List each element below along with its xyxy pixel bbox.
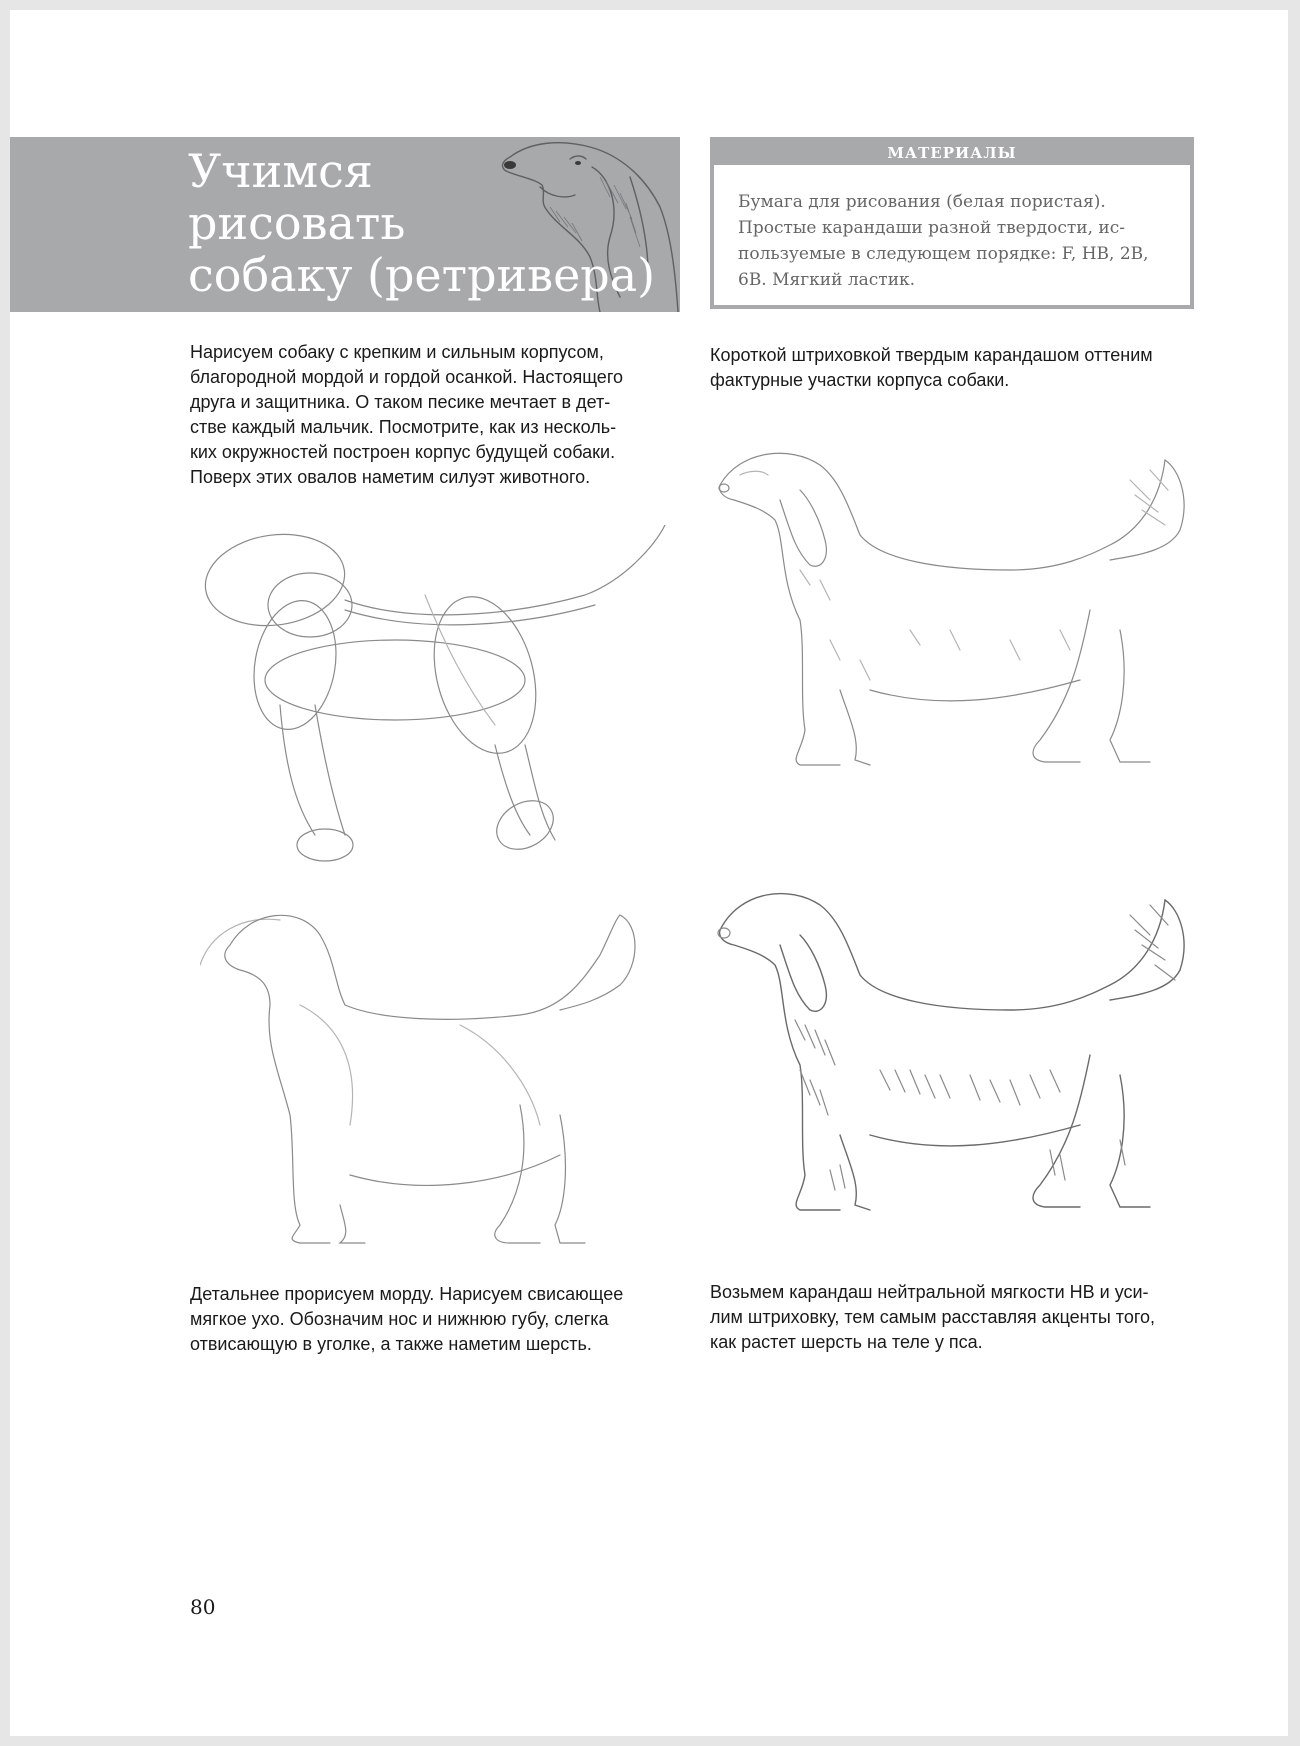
page-title — [188, 145, 680, 301]
step1-line: ких окружностей построен корпус будущей собаки. — [190, 442, 616, 462]
step1-paragraph — [190, 340, 623, 490]
materials-text — [714, 165, 1190, 293]
step4-paragraph — [710, 1280, 1155, 1355]
title-line: рисовать — [188, 196, 406, 250]
title-banner — [10, 137, 680, 312]
step2-line: мягкое ухо. Обозначим нос и нижнюю губу, слегка — [190, 1309, 609, 1329]
sketch-step2-muzzle-outline — [200, 905, 680, 1255]
step1-line: Нарисуем собаку с крепким и сильным корпусом, — [190, 342, 604, 362]
sketch-step1-construction-ovals — [195, 525, 675, 865]
title-line: Учимся — [188, 144, 373, 198]
step2-line: отвисающую в уголке, а также наметим шерсть. — [190, 1334, 592, 1354]
step2-line: Детальнее прорисуем морду. Нарисуем свисающее — [190, 1284, 624, 1304]
step1-line: стве каждый мальчик. Посмотрите, как из несколь- — [190, 417, 617, 437]
materials-line: Бумага для рисования (белая пористая). — [738, 192, 1106, 212]
step1-line: благородной мордой и гордой осанкой. Настоящего — [190, 367, 624, 387]
sketch-step4-full-shading — [710, 870, 1210, 1250]
step4-line: как растет шерсть на теле у пса. — [710, 1332, 983, 1352]
step1-line: друга и защитника. О таком песике мечтает в дет- — [190, 392, 611, 412]
materials-heading: МАТЕРИАЛЫ — [714, 141, 1190, 165]
step1-line: Поверх этих овалов наметим силуэт животного. — [190, 467, 591, 487]
step3-line: фактурные участки корпуса собаки. — [710, 370, 1010, 390]
materials-line: Простые карандаши разной твердости, ис- — [738, 218, 1125, 238]
materials-box — [710, 137, 1194, 309]
materials-line: пользуемые в следующем порядке: F, HB, 2B, — [738, 244, 1149, 264]
step3-paragraph — [710, 343, 1153, 393]
title-line: собаку (ретривера) — [188, 248, 656, 302]
page — [10, 10, 1288, 1736]
step2-paragraph — [190, 1282, 623, 1357]
page-number: 80 — [190, 1595, 216, 1619]
sketch-step3-light-shading — [710, 440, 1210, 820]
step3-line: Короткой штриховкой твердым карандашом оттеним — [710, 345, 1153, 365]
step4-line: лим штриховку, тем самым расставляя акценты того, — [710, 1307, 1156, 1327]
materials-line: 6B. Мягкий ластик. — [738, 270, 916, 290]
step4-line: Возьмем карандаш нейтральной мягкости HB и уси- — [710, 1282, 1149, 1302]
